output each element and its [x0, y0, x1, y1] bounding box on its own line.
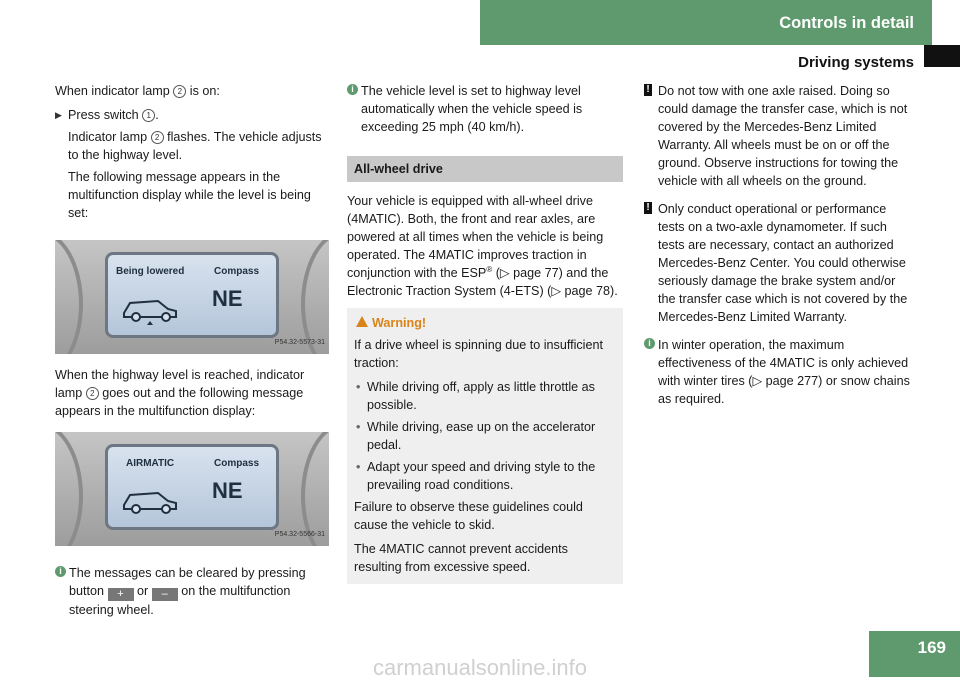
compass-direction: NE	[212, 286, 243, 311]
callout-2: 2	[151, 131, 164, 144]
display-compass-label: Compass	[214, 266, 260, 277]
section-heading: All-wheel drive	[347, 156, 623, 182]
header-corner	[932, 0, 960, 45]
gauge-left	[55, 432, 83, 546]
gauge-left	[55, 240, 83, 354]
display-compass-label: Compass	[214, 458, 260, 469]
warning-text: The 4MATIC cannot prevent accidents resulting from excessive speed.	[354, 542, 568, 574]
display-image-airmatic	[55, 432, 329, 546]
column-1	[55, 82, 331, 625]
all-wheel-drive-text: Your vehicle is equipped with all-wheel drive (4MATIC). Both, the front and rear axles, are powered at all times when the vehicle is being operated. The 4MATIC improves traction in conjunction with the ESP® (▷ page 77) and the Electronic Traction System (4-ETS) (▷ page 78).	[347, 194, 618, 298]
caution-dynamometer: ! Only conduct operational or performance tests on a two-axle dynamometer. If such tests are necessary, contact an authorized Mercedes-Benz Center. You could otherwise seriously damage the brake system and/or the transfer case which is not covered by the Mercedes-Benz Limited Warranty.	[644, 200, 916, 326]
display-status-label: AIRMATIC	[126, 458, 175, 469]
compass-direction: NE	[212, 478, 243, 503]
plus-button-icon: +	[108, 588, 134, 601]
watermark: carmanualsonline.info	[372, 655, 588, 680]
image-reference: P54.32-5573-31	[274, 339, 325, 346]
exclamation-icon: !	[644, 84, 652, 96]
display-status-label: Being lowered	[116, 266, 185, 277]
display-image-being-lowered	[55, 240, 329, 354]
info-icon: i	[644, 338, 655, 349]
subsection-title: Driving systems	[798, 54, 914, 71]
page-number: 169	[869, 631, 960, 677]
section-title: Controls in detail	[779, 13, 914, 32]
info-note-clear-messages: i The messages can be cleared by pressing button + or – on the multifunction steering wheel.	[55, 564, 331, 619]
multifunction-display	[105, 444, 279, 530]
step-result-1: Indicator lamp 2 flashes. The vehicle adjusts to the highway level.	[68, 130, 322, 162]
column-3	[644, 82, 916, 414]
info-note-highway-level: i The vehicle level is set to highway level automatically when the vehicle speed is exceeding 25 mph (40 km/h).	[347, 82, 623, 136]
column-2	[347, 82, 623, 584]
callout-2: 2	[86, 387, 99, 400]
image-reference: P54.32-5566-31	[274, 531, 325, 538]
warning-bullet: • Adapt your speed and driving style to the prevailing road conditions.	[354, 458, 616, 494]
step-result-2: The following message appears in the multifunction display while the level is being set:	[68, 170, 311, 220]
intro-text: When indicator lamp 2 is on:	[55, 84, 220, 98]
warning-bullet: • While driving off, apply as little throttle as possible.	[354, 378, 616, 414]
info-icon: i	[55, 566, 66, 577]
multifunction-display	[105, 252, 279, 338]
callout-2: 2	[173, 85, 186, 98]
info-icon: i	[347, 84, 358, 95]
vehicle-level-icon	[120, 483, 180, 517]
warning-title: Warning!	[354, 314, 616, 332]
highway-level-text: When the highway level is reached, indicator lamp 2 goes out and the following message appears in the multifunction display:	[55, 368, 305, 418]
vehicle-level-icon	[120, 291, 180, 325]
warning-intro: If a drive wheel is spinning due to insufficient traction:	[354, 338, 603, 370]
exclamation-icon: !	[644, 202, 652, 214]
callout-1: 1	[142, 109, 155, 122]
info-note-winter: i In winter operation, the maximum effectiveness of the 4MATIC is only achieved with winter tires (▷ page 277) or snow chains as required.	[644, 336, 916, 408]
section-header	[480, 0, 932, 45]
step-press-switch: ▶ Press switch 1 .	[55, 106, 331, 124]
warning-box	[347, 308, 623, 584]
caution-towing: ! Do not tow with one axle raised. Doing so could damage the transfer case, which is not covered by the Mercedes-Benz Limited Warranty. All wheels must be on or off the ground. Observe instructions for towing the vehicle with all wheels on the ground.	[644, 82, 916, 190]
warning-text: Failure to observe these guidelines could cause the vehicle to skid.	[354, 500, 583, 532]
minus-button-icon: –	[152, 588, 178, 601]
header-tab-marker	[924, 45, 960, 67]
warning-bullet: • While driving, ease up on the accelerator pedal.	[354, 418, 616, 454]
